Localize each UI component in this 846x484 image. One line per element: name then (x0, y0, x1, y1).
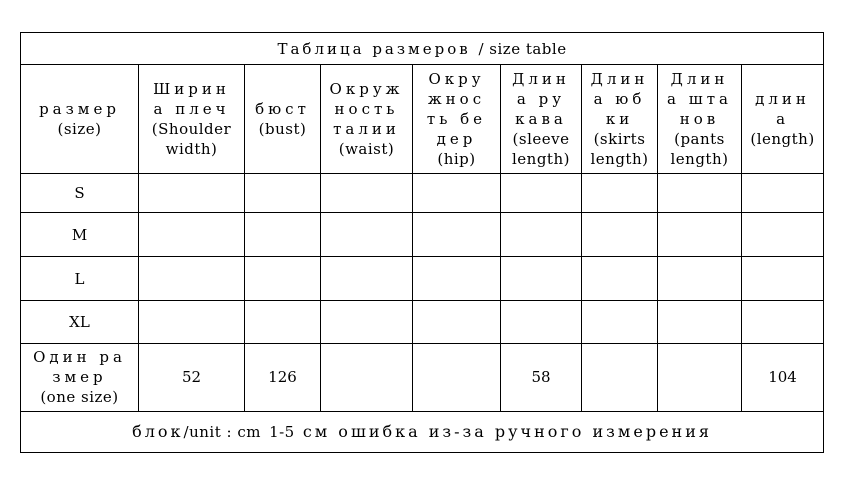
table-row (21, 300, 824, 343)
size-cell: XL (21, 300, 139, 343)
header-ru-line: а юб (593, 90, 646, 109)
value-cell (582, 300, 658, 343)
header-en-line: width) (165, 140, 218, 159)
value-cell (245, 300, 321, 343)
header-hip (413, 65, 501, 174)
header-en-line: (bust) (258, 120, 307, 139)
value-cell (582, 257, 658, 300)
header-ru-line: а (776, 110, 790, 129)
value-cell (321, 257, 413, 300)
table-row (21, 257, 824, 300)
header-ru-line: Длин (670, 70, 729, 89)
value-cell (658, 174, 742, 213)
header-en-line: (pants (674, 130, 725, 149)
value-cell (582, 343, 658, 411)
title-ru: Таблица размеров (277, 39, 471, 58)
header-ru-line: талии (333, 120, 400, 139)
header-ru-line: ность (334, 100, 399, 119)
value-cell (582, 174, 658, 213)
value-cell (413, 343, 501, 411)
header-ru-line: Окру (428, 70, 485, 89)
value-cell (582, 213, 658, 257)
size-table-frame (20, 32, 823, 453)
header-ru-line: длин (755, 90, 810, 109)
header-ru-line: нов (679, 110, 720, 129)
header-pants-length (658, 65, 742, 174)
size-line: змер (52, 368, 107, 387)
value-cell (501, 257, 582, 300)
value-cell (413, 257, 501, 300)
value-cell (742, 300, 824, 343)
header-sleeve-length (501, 65, 582, 174)
value-cell (742, 257, 824, 300)
table-footer (21, 411, 824, 452)
value-cell (742, 174, 824, 213)
header-size (21, 65, 139, 174)
value-cell: 58 (501, 343, 582, 411)
value-cell (413, 300, 501, 343)
title-en: / size table (478, 39, 567, 58)
footer-note: см ошибка из-за ручного измерения (302, 421, 712, 441)
value-cell (658, 257, 742, 300)
header-en-line: (size) (57, 120, 102, 139)
value-cell (501, 174, 582, 213)
header-ru-line: ть бе (426, 110, 487, 129)
header-ru-line: кава (515, 110, 567, 129)
value-cell: 126 (245, 343, 321, 411)
header-ru-line: а плеч (153, 100, 230, 119)
value-cell (321, 174, 413, 213)
value-cell (139, 174, 245, 213)
value-cell (245, 257, 321, 300)
value-cell (413, 213, 501, 257)
header-en-line: (hip) (437, 150, 476, 169)
header-ru-line: Длин (512, 70, 570, 89)
value-cell (658, 300, 742, 343)
value-cell: 104 (742, 343, 824, 411)
table-row (21, 343, 824, 411)
value-cell: 52 (139, 343, 245, 411)
size-table (20, 32, 824, 453)
header-en-line: length) (670, 150, 729, 169)
header-en-line: (Shoulder (151, 120, 232, 139)
header-ru-line: а шта (667, 90, 732, 109)
value-cell (139, 213, 245, 257)
header-ru-line: размер (39, 100, 120, 119)
value-cell (139, 300, 245, 343)
table-row (21, 213, 824, 257)
value-cell (321, 343, 413, 411)
header-en-line: length) (512, 150, 570, 169)
value-cell (658, 343, 742, 411)
header-en-line: (waist) (338, 140, 395, 159)
footer-ru-prefix: блок (132, 421, 184, 441)
header-ru-line: Ширин (153, 80, 230, 99)
header-bust (245, 65, 321, 174)
value-cell (501, 213, 582, 257)
table-title (21, 33, 824, 65)
size-cell: M (21, 213, 139, 257)
header-en-line: (length) (750, 130, 815, 149)
header-waist (321, 65, 413, 174)
value-cell (321, 300, 413, 343)
header-ru-line: Длин (590, 70, 649, 89)
header-shoulder-width (139, 65, 245, 174)
header-en-line: (sleeve (512, 130, 570, 149)
size-cell: S (21, 174, 139, 213)
header-ru-line: Окруж (329, 80, 404, 99)
header-ru-line: а ру (516, 90, 566, 109)
value-cell (139, 257, 245, 300)
value-cell (245, 174, 321, 213)
table-row (21, 174, 824, 213)
size-line: (one size) (40, 388, 119, 407)
header-en-line: length) (590, 150, 649, 169)
header-ru-line: дер (436, 130, 477, 149)
size-cell: L (21, 257, 139, 300)
size-cell (21, 343, 139, 411)
value-cell (321, 213, 413, 257)
header-ru-line: ки (605, 110, 634, 129)
size-line: Один ра (33, 348, 126, 367)
header-skirt-length (582, 65, 658, 174)
footer-range: 1-5 (269, 422, 295, 441)
value-cell (413, 174, 501, 213)
header-ru-line: бюст (255, 100, 310, 119)
value-cell (501, 300, 582, 343)
value-cell (742, 213, 824, 257)
value-cell (245, 213, 321, 257)
header-length (742, 65, 824, 174)
header-en-line: (skirts (593, 130, 646, 149)
value-cell (658, 213, 742, 257)
footer-unit: /unit : cm (183, 422, 261, 441)
header-ru-line: жнос (427, 90, 486, 109)
